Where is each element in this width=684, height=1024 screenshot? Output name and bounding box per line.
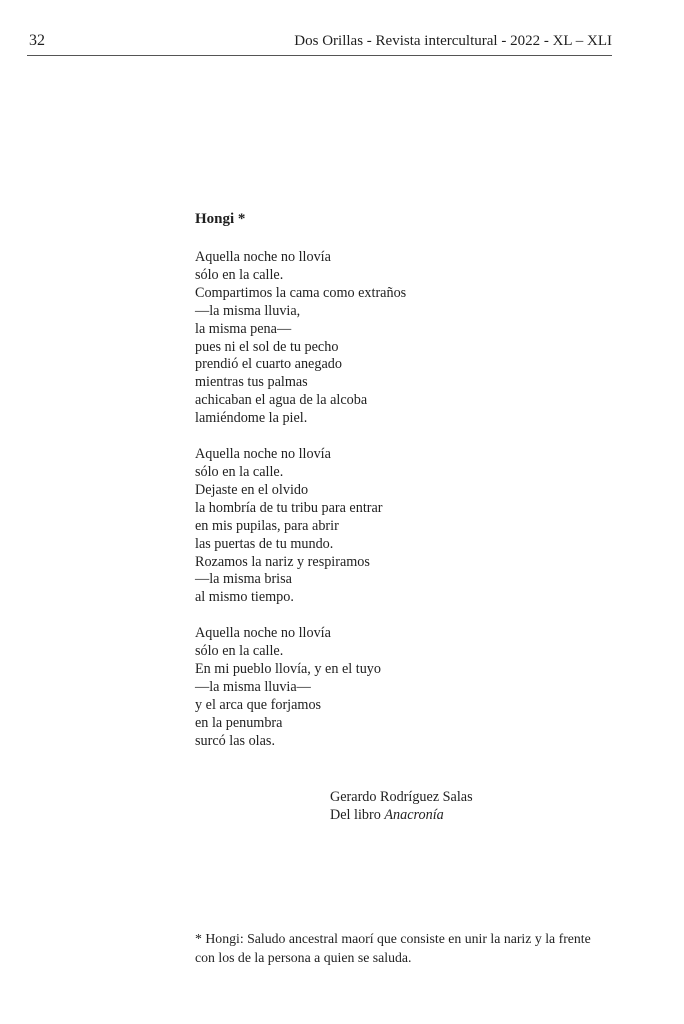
source-prefix: Del libro [330,807,385,823]
verse-line: Aquella noche no llovía [195,625,331,642]
verse-line: —la misma brisa [195,571,292,588]
verse-line: las puertas de tu mundo. [195,535,334,552]
signature [330,788,473,824]
verse-line: sólo en la calle. [195,463,284,480]
verse-line: —la misma lluvia, [195,302,301,319]
stanza [195,625,406,750]
verse-line: Dejaste en el olvido [195,481,309,498]
verse-line: pues ni el sol de tu pecho [195,338,339,355]
verse-line: —la misma lluvia— [195,678,311,695]
verse-line: Compartimos la cama como extraños [195,284,407,301]
source-line [330,806,473,824]
verse-line: surcó las olas. [195,732,275,749]
verse-line: sólo en la calle. [195,643,284,660]
verse-line: prendió el cuarto anegado [195,356,342,373]
verse-line: En mi pueblo llovía, y en el tuyo [195,661,381,678]
poem-body [195,249,406,769]
verse-line: y el arca que forjamos [195,696,322,713]
verse-line: en mis pupilas, para abrir [195,517,339,534]
verse-line: sólo en la calle. [195,266,284,283]
verse-line: Aquella noche no llovía [195,249,331,265]
poem-title: Hongi * [195,211,246,227]
verse-line: la misma pena— [195,320,292,337]
author-name: Gerardo Rodríguez Salas [330,789,473,805]
footnote: * Hongi: Saludo ancestral maorí que consiste en unir la nariz y la frente con los de la persona a quien se saluda. [195,931,591,965]
book-title: Anacronía [384,807,444,823]
verse-line: la hombría de tu tribu para entrar [195,499,383,516]
header-rule [27,55,612,56]
stanza [195,446,406,607]
verse-line: en la penumbra [195,714,283,731]
verse-line: Aquella noche no llovía [195,446,331,463]
verse-line: Rozamos la nariz y respiramos [195,553,370,570]
verse-line: lamiéndome la piel. [195,410,308,427]
stanza [195,249,406,428]
verse-line: achicaban el agua de la alcoba [195,392,368,409]
verse-line: mientras tus palmas [195,374,308,391]
running-header: Dos Orillas - Revista intercultural - 2022 - XL – XLI [294,33,612,49]
page-number: 32 [29,32,45,49]
verse-line: al mismo tiempo. [195,589,294,606]
